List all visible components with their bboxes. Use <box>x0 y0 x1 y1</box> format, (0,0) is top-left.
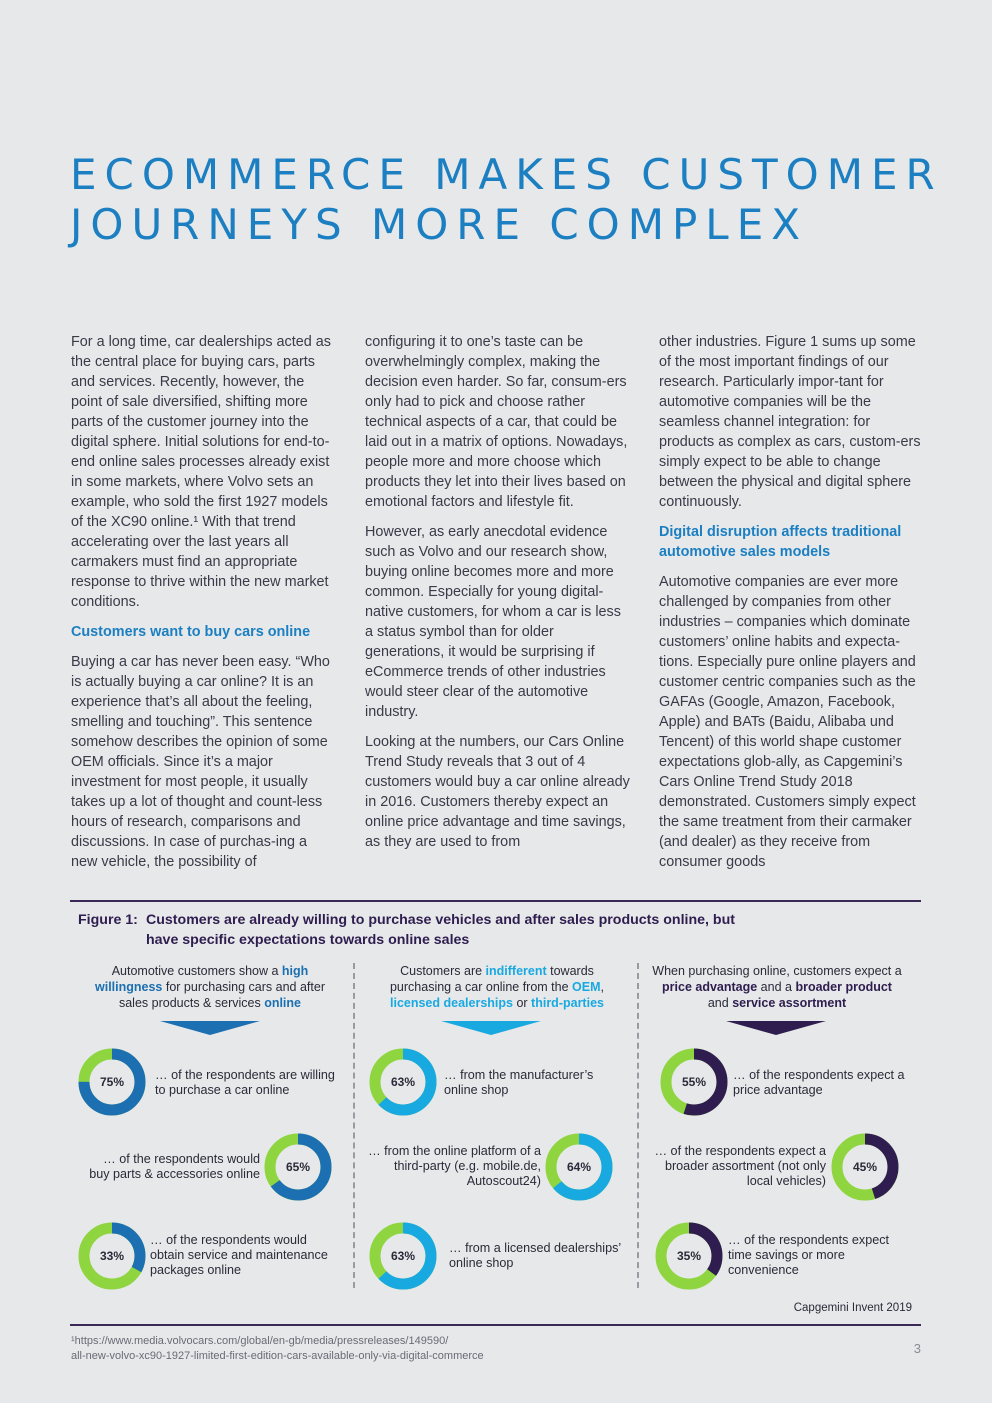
panel-3-arrow <box>726 1021 826 1035</box>
stat-description: … of the respondents expect time savings or more convenience <box>728 1233 890 1277</box>
paragraph: For a long time, car dealerships acted as the central place for buying cars, parts and services. Recently, however, the point of sale diversified, shifting more parts of the customer journey into the digital sphere. Initial solutions for end-to-end online sales processes already exist in some markets, where Volvo sets an example, who sold the first 1927 models of the XC90 online.¹ With that trend accelerating over the last years all carmakers must find an appropriate response to thrive within the new market conditions. <box>71 334 331 610</box>
stat-description: … of the respondents are willing to purchase a car online <box>155 1068 335 1097</box>
donut-label: 75% <box>99 1075 125 1089</box>
section-heading: Customers want to buy cars online <box>71 624 311 640</box>
stat-description: … from the online platform of a third-party (e.g. mobile.de, Autoscout24) <box>368 1144 541 1188</box>
page-title <box>70 150 943 250</box>
donut-label: 45% <box>852 1160 878 1174</box>
paragraph: other industries. Figure 1 sums up some of the most important findings of our research. Particularly impor-tant for automotive companies will be the seamless channel integration: for products as complex as cars, custom-ers simply expect to be able to change between the physical and digital sphere continuously. <box>659 334 921 510</box>
donut-label: 33% <box>99 1249 125 1263</box>
heading-text: Automotive customers show a <box>111 964 282 978</box>
panel-2-arrow <box>441 1021 541 1035</box>
highlighted-term: indifferent <box>485 964 547 978</box>
stat-description: … of the respondents expect a broader assortment (not only local vehicles) <box>654 1144 826 1188</box>
stat-description: … from a licensed dealerships’ online shop <box>449 1241 621 1270</box>
panel-divider-1 <box>353 963 355 1288</box>
highlighted-term: licensed dealerships <box>390 996 513 1010</box>
heading-text: or <box>512 996 532 1010</box>
heading-text: Customers are <box>400 964 486 978</box>
paragraph: Buying a car has never been easy. “Who is actually buying a car online? It is an experience that’s all about the feeling, smelling and touching”. This sentence somehow describes the opinion of some OEM officials. Since it’s a major investment for most people, it usually takes up a lot of thought and count-less hours of research, comparisons and discussions. In case of purchas-ing a new vehicle, the possibility of <box>71 654 330 870</box>
donut-label: 35% <box>676 1249 702 1263</box>
stat-description: … from the manufacturer’s online shop <box>444 1068 594 1097</box>
donut-label: 63% <box>390 1075 416 1089</box>
paragraph: Looking at the numbers, our Cars Online Trend Study reveals that 3 out of 4 customers would buy a car online already in 2016. Customers thereby expect an online price advantage and time savings, as they are used to from <box>365 734 630 850</box>
paragraph: However, as early anecdotal evidence such as Volvo and our research show, buying online becomes more and more common. Especially for young digital-native customers, for whom a car is less a status symbol than for older generations, it would be surprising if eCommerce trends of other industries would steer clear of the automotive industry. <box>365 524 621 720</box>
highlighted-term: high willingness <box>95 964 309 994</box>
text-column-2 <box>365 332 630 862</box>
donut-label: 63% <box>390 1249 416 1263</box>
page-number: 3 <box>913 1341 921 1356</box>
donut-label: 64% <box>566 1160 592 1174</box>
paragraph: Automotive companies are ever more challenged by companies from other industries – companies which dominate customers’ online habits and expecta-tions. Especially pure online players and customer centric companies such as the GAFAs (Google, Amazon, Facebook, Apple) and BATs (Baidu, Alibaba und Tencent) of this world shape customer expectations glob-ally, as Capgemini’s Cars Online Trend Study 2018 demonstrated. Customers simply expect the same treatment from their carmaker (and dealer) as they receive from consumer goods <box>659 574 916 870</box>
figure-label: Figure 1: <box>78 912 138 928</box>
heading-text: for purchasing cars and after sales products & services <box>118 980 325 1010</box>
stat-description: … of the respondents would buy parts & accessories online <box>89 1152 260 1181</box>
figure-top-rule <box>70 900 921 902</box>
stat-description: … of the respondents expect a price advantage <box>733 1068 905 1097</box>
panel-divider-2 <box>637 963 639 1288</box>
highlighted-term: third-parties <box>531 996 604 1010</box>
highlighted-term: online <box>264 996 301 1010</box>
donut-label: 65% <box>285 1160 311 1174</box>
paragraph: configuring it to one’s taste can be overwhelmingly complex, making the decision even harder. So far, consum-ers only had to pick and choose rather technical aspects of a car, that could be laid out in a matrix of options. Nowadays, people more and more choose which products they let into their lives based on emotional factors and lifestyle fit. <box>365 334 628 510</box>
heading-text: When purchasing online, customers expect a <box>652 964 902 978</box>
figure-title: Customers are already willing to purchase vehicles and after sales products online, but have specific expectations towards online sales <box>146 912 735 948</box>
highlighted-term: price advantage <box>662 980 758 994</box>
heading-text: , <box>600 980 604 994</box>
title-line-1: ECOMMERCE MAKES CUSTOMER <box>70 150 943 199</box>
highlighted-term: broader product <box>795 980 892 994</box>
stat-description: … of the respondents would obtain service and maintenance packages online <box>150 1233 328 1277</box>
heading-text: and <box>707 996 733 1010</box>
panel-2-heading <box>372 963 622 1011</box>
text-column-1 <box>71 332 336 882</box>
footnote-line-2: all-new-volvo-xc90-1927-limited-first-edition-cars-available-only-via-digital-commerce <box>71 1350 484 1362</box>
footnote-line-1: ¹https://www.media.volvocars.com/global/en-gb/media/pressreleases/149590/ <box>71 1335 449 1347</box>
section-heading: Digital disruption affects traditional automotive sales models <box>659 524 902 560</box>
figure-source: Capgemini Invent 2019 <box>793 1302 912 1314</box>
panel-3-heading <box>652 963 902 1011</box>
heading-text: towards purchasing a car online from the <box>389 964 594 994</box>
donut-label: 55% <box>681 1075 707 1089</box>
panel-1-heading <box>85 963 335 1011</box>
text-column-3 <box>659 332 923 882</box>
footnote <box>71 1334 484 1364</box>
figure-bottom-rule <box>70 1324 921 1326</box>
highlighted-term: OEM <box>572 980 601 994</box>
title-line-2: JOURNEYS MORE COMPLEX <box>70 200 809 249</box>
heading-text: and a <box>757 980 796 994</box>
panel-1-arrow <box>160 1021 260 1035</box>
highlighted-term: service assortment <box>732 996 847 1010</box>
